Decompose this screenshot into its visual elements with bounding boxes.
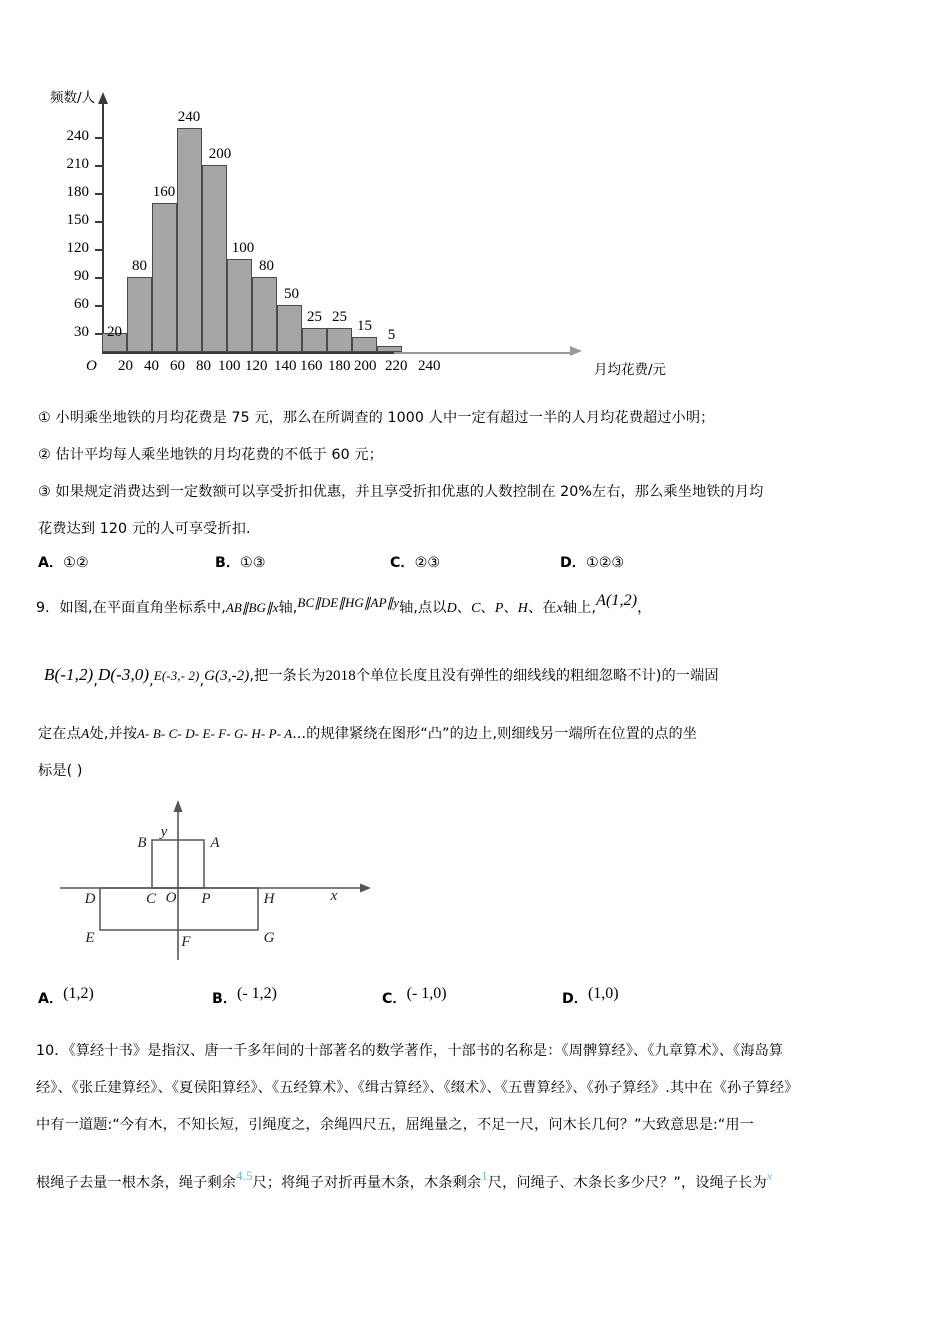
q10-line-4	[36, 1168, 773, 1192]
q9-option-a-value: (1,2)	[63, 985, 94, 1002]
bar-4	[202, 165, 227, 352]
q8-option-c-label: C．	[390, 555, 415, 571]
q8-option-d[interactable]	[560, 552, 624, 572]
q10-value-rope-remainder: 4.5	[236, 1168, 253, 1183]
y-tick-label-5: 180	[66, 184, 89, 200]
x-tick-label-10: 220	[385, 358, 408, 374]
q10-line4-text-c: 尺，问绳子、木条长多少尺？”，设绳子长为	[487, 1175, 767, 1191]
q9-option-c[interactable]	[382, 985, 447, 1008]
y-tick-label-6: 210	[66, 156, 89, 172]
fig-label-E: E	[85, 930, 95, 946]
bar-label-3: 240	[177, 109, 201, 125]
q9-coord-G: G(3,-2)	[204, 668, 250, 684]
x-tick-label-5: 120	[245, 358, 268, 374]
x-tick-label-4: 100	[218, 358, 241, 374]
x-tick-label-3: 80	[196, 358, 211, 374]
bar-label-11: 5	[387, 327, 396, 343]
fig-label-G: G	[263, 930, 275, 946]
fig-label-O: O	[165, 890, 177, 906]
q8-statement-3-line1: ③ 如果规定消费达到一定数额可以享受折扣优惠，并且享受折扣优惠的人数控制在 20%左右，那么乘坐地铁的月均	[38, 484, 764, 500]
q9-option-b-label: B．	[212, 991, 238, 1007]
q8-option-a-label: A．	[38, 555, 64, 571]
chart-plot-area	[66, 109, 667, 378]
q9-line1-text-a: 如图,在平面直角坐标系中,	[59, 600, 226, 616]
q9-option-c-value: (- 1,0)	[406, 985, 447, 1002]
bar-label-8: 25	[307, 309, 322, 325]
q9-options	[0, 985, 950, 1010]
q9-coordinate-figure	[60, 790, 390, 970]
y-tick-6	[66, 156, 104, 172]
y-tick-4	[66, 212, 104, 228]
fig-label-y: y	[160, 824, 168, 840]
q9-line1-text-e: 轴上,	[562, 600, 597, 616]
q8-option-d-label: D．	[560, 555, 586, 571]
x-axis-line-dark	[102, 352, 394, 354]
x-tick-label-2: 60	[170, 358, 185, 374]
q8-option-b[interactable]	[215, 552, 265, 572]
q9-option-a-label: A．	[38, 991, 64, 1007]
bar-label-7: 50	[284, 286, 299, 302]
q9-coord-E: E(-3,- 2)	[153, 668, 200, 683]
y-tick-label-3: 120	[66, 240, 89, 256]
q9-number: 9．	[36, 600, 60, 616]
q9-option-d-value: (1,0)	[587, 985, 619, 1002]
q9-anchor-point: A	[80, 727, 90, 742]
x-axis-arrow-icon	[570, 346, 582, 356]
q9-option-a[interactable]	[38, 985, 94, 1008]
q9-line2-text-b: 个单位长度且没有弹性的细线线的粗细忽略不计)的一端固	[355, 668, 719, 684]
q10-variable-x: x	[766, 1169, 773, 1183]
y-tick-5	[66, 184, 104, 200]
q8-options	[0, 552, 950, 574]
y-tick-1	[74, 296, 104, 312]
y-tick-label-4: 150	[66, 212, 89, 228]
x-tick-label-7: 160	[300, 358, 323, 374]
q9-option-d[interactable]	[562, 985, 619, 1008]
q8-statement-3-line2: 花费达到 120 元的人可享受折扣.	[38, 521, 251, 537]
q9-option-b[interactable]	[212, 985, 277, 1008]
q9-coord-D: D(-3,0)	[97, 665, 150, 684]
x-tick-label-8: 180	[328, 358, 351, 374]
bar-label-5: 100	[231, 240, 255, 256]
bar-label-6: 80	[259, 258, 274, 274]
bar-label-1: 80	[132, 258, 147, 274]
y-axis-arrow-icon	[98, 92, 108, 104]
q9-line3-text-a: 定在点	[38, 726, 81, 742]
fig-label-H: H	[263, 891, 275, 907]
q9-parallel-expr-2: BC∥DE∥HG∥AP∥y	[297, 595, 400, 610]
q9-figure-svg	[60, 790, 390, 970]
x-tick-label-9: 200	[354, 358, 377, 374]
q8-statement-1: ① 小明乘坐地铁的月均花费是 75 元，那么在所调查的 1000 人中一定有超过一半的人月均花费超过小明；	[38, 410, 715, 426]
x-tick-label-6: 140	[274, 358, 297, 374]
frequency-histogram	[40, 86, 667, 396]
q9-option-b-value: (- 1,2)	[237, 985, 277, 1002]
y-tick-label-2: 90	[74, 268, 89, 284]
q9-length-value: 2018	[325, 668, 356, 684]
bar-9	[327, 328, 352, 352]
bar-10	[352, 337, 377, 352]
x-tick-label-11: 240	[418, 358, 441, 374]
q10-line4-text-b: 尺；将绳子对折再量木条，木条剩余	[252, 1175, 482, 1191]
y-tick-label-1: 60	[74, 296, 89, 312]
chart-x-axis-label: 月均花费/元	[594, 362, 667, 378]
fig-label-C: C	[145, 891, 157, 907]
q9-line3-text-c: ...的规律紧绕在图形“凸”的边上,则细线另一端所在位置的点的坐	[292, 726, 698, 742]
fig-label-x: x	[330, 888, 338, 904]
y-tick-2	[74, 268, 104, 284]
q10-line-3: 中有一道题:“今有木，不知长短，引绳度之，余绳四尺五，屈绳量之，不足一尺，问木长几何？”大致意思是:“用一	[36, 1117, 754, 1133]
q8-option-b-label: B．	[215, 555, 241, 571]
q8-option-a-value: ①②	[63, 555, 89, 571]
fig-label-P: P	[201, 891, 211, 907]
q9-line-2: B(-1,2),D(-3,0),E(-3,- 2),G(3,-2),把一条长为2018个单位长度且没有弹性的细线线的粗细忽略不计)的一端固	[44, 665, 719, 689]
q9-parallel-expr-1: AB∥BG∥x	[225, 600, 279, 615]
q9-line1-text-b: 轴,	[278, 600, 298, 616]
fig-label-B: B	[137, 835, 147, 851]
bar-label-2: 160	[152, 184, 176, 200]
x-tick-label-1: 40	[144, 358, 159, 374]
q8-option-a[interactable]	[38, 552, 89, 572]
q9-line2-text-a: ,把一条长为	[249, 668, 326, 684]
bar-11	[377, 346, 402, 352]
q8-option-b-value: ①③	[240, 555, 266, 571]
bar-5	[227, 259, 252, 352]
bar-1	[127, 277, 152, 352]
bar-3	[177, 128, 202, 352]
q9-point-c: C	[471, 601, 481, 616]
q8-option-c-value: ②③	[414, 555, 441, 571]
q10-line-1: 10．《算经十书》是指汉、唐一千多年间的十部著名的数学著作，十部书的名称是：《周髀算经》、《九章算术》、《海岛算	[36, 1043, 784, 1059]
y-tick-3	[66, 240, 104, 256]
bar-label-0: 20	[107, 324, 122, 340]
bar-label-10: 15	[357, 318, 372, 334]
q9-winding-sequence: A- B- C- D- E- F- G- H- P- A	[137, 726, 293, 741]
bar-7	[277, 305, 302, 352]
chart-origin-label: O	[86, 358, 97, 374]
q9-point-d: D	[446, 601, 457, 616]
q8-statement-2: ② 估计平均每人乘坐地铁的月均花费的不低于 60 元；	[38, 447, 383, 463]
fig-label-D: D	[84, 891, 96, 907]
q9-line1-text-d: 、在	[528, 600, 557, 616]
q9-line1-text-c: 轴,点以	[399, 600, 447, 616]
bar-label-4: 200	[208, 146, 232, 162]
x-tick-label-0: 20	[118, 358, 133, 374]
q9-point-h: H	[517, 601, 528, 616]
fig-label-A: A	[210, 835, 220, 851]
q9-coord-B: B(-1,2)	[44, 665, 94, 684]
y-tick-7	[66, 128, 104, 144]
q10-line-2: 经》、《张丘建算经》、《夏侯阳算经》、《五经算术》、《缉古算经》、《缀术》、《五曹算经》、《孙子算经》.其中在《孙子算经》	[36, 1080, 799, 1096]
q10-value-wood-remainder: 1	[481, 1168, 488, 1183]
q9-line3-text-b: 处,并按	[89, 726, 138, 742]
bar-2	[152, 203, 177, 352]
q9-axis-x: x	[556, 601, 563, 616]
q8-option-c[interactable]	[390, 552, 440, 572]
q9-line-1: 9．如图,在平面直角坐标系中,AB∥BG∥x轴,BC∥DE∥HG∥AP∥y轴,点以D、C、P、H、在x轴上,A(1,2)，	[36, 592, 652, 616]
q9-coord-A: A(1,2)	[596, 592, 638, 609]
y-tick-label-7: 240	[66, 128, 89, 144]
q10-line4-text-a: 根绳子去量一根木条，绳子剩余	[36, 1175, 237, 1191]
y-tick-label-0: 30	[74, 324, 89, 340]
chart-y-axis-label: 频数/人	[50, 90, 96, 106]
q9-option-c-label: C．	[382, 991, 407, 1007]
q9-line-3	[38, 726, 697, 744]
q8-option-d-value: ①②③	[585, 555, 625, 571]
bar-8	[302, 328, 327, 352]
q9-option-d-label: D．	[562, 991, 588, 1007]
bar-6	[252, 277, 277, 352]
q9-line-4: 标是( )	[38, 763, 83, 779]
fig-label-F: F	[181, 934, 191, 950]
q9-point-p: P	[494, 601, 504, 616]
bar-label-9: 25	[332, 309, 347, 325]
